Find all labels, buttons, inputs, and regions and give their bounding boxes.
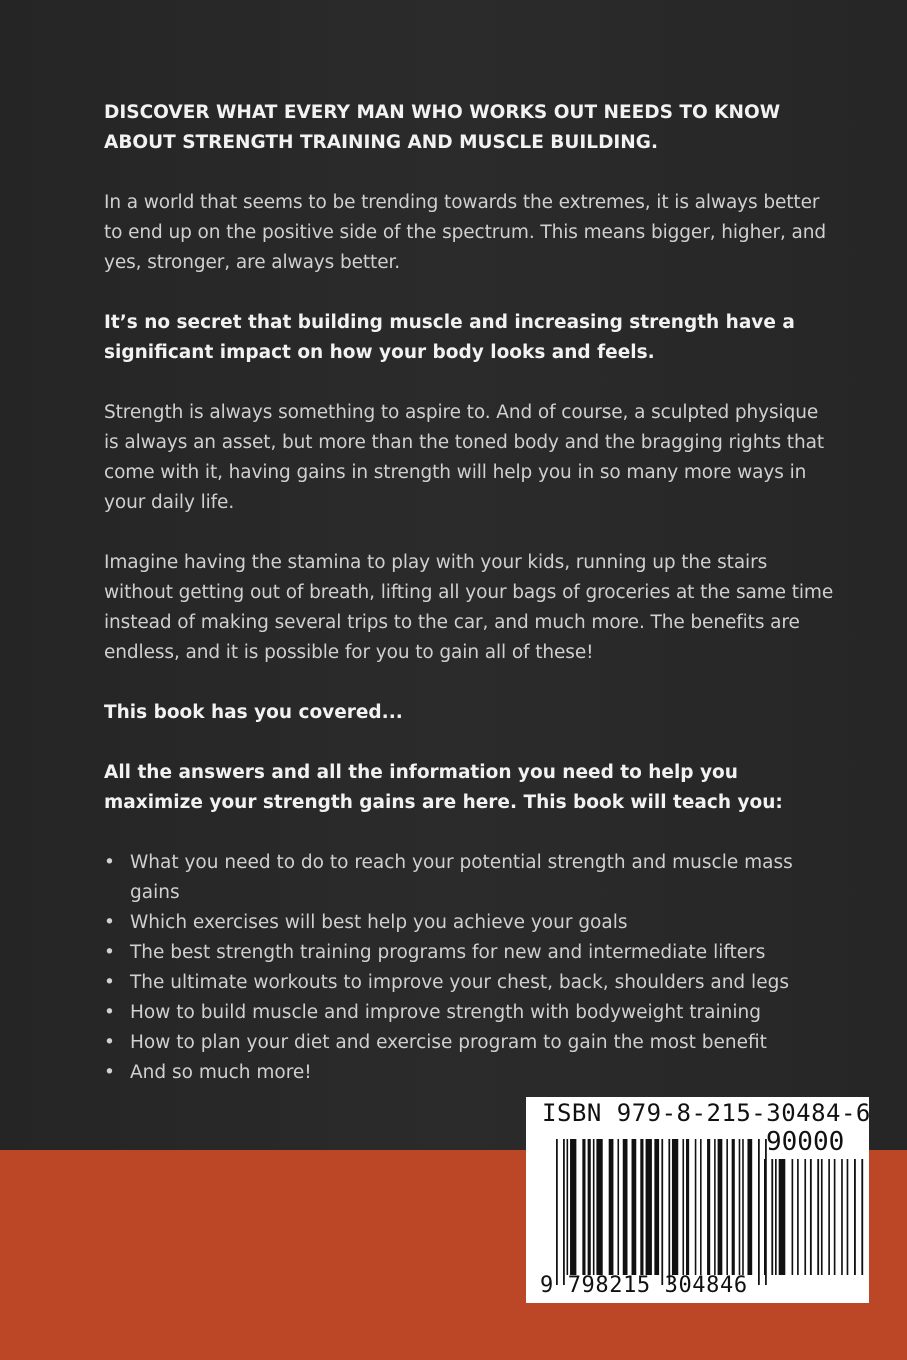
- ean-digits: 9 798215 304846: [540, 1273, 748, 1298]
- benefit-item: • The best strength training programs for new and intermediate lifters: [104, 938, 834, 968]
- blurb-callout: It’s no secret that building muscle and increasing strength have a significant impact on how your body looks and feels.: [104, 312, 795, 363]
- benefit-item: • Which exercises will best help you achieve your goals: [104, 908, 834, 938]
- benefit-item: • How to plan your diet and exercise program to gain the most benefit: [104, 1028, 834, 1058]
- isbn-barcode: [526, 1097, 869, 1303]
- blurb-heading: DISCOVER WHAT EVERY MAN WHO WORKS OUT NEEDS TO KNOW ABOUT STRENGTH TRAINING AND MUSCLE BUILDING.: [104, 102, 781, 153]
- blurb-paragraph: In a world that seems to be trending towards the extremes, it is always better to end up on the positive side of the spectrum. This means bigger, higher, and yes, stronger, are always better.: [104, 192, 827, 273]
- blurb-paragraph: Strength is always something to aspire to. And of course, a sculpted physique is always an asset, but more than the toned body and the bragging rights that come with it, having gains in strength will help you in so many more ways in your daily life.: [104, 402, 824, 513]
- price-code: 90000: [766, 1127, 845, 1157]
- blurb-column: [104, 98, 834, 1088]
- benefit-item: • And so much more!: [104, 1058, 834, 1088]
- benefit-list: [104, 848, 834, 1088]
- isbn-label: ISBN 979-8-215-30484-6: [542, 1099, 871, 1127]
- blurb-callout: All the answers and all the information you need to help you maximize your strength gains are here. This book will teach you:: [104, 762, 783, 813]
- blurb-paragraph: Imagine having the stamina to play with your kids, running up the stairs without getting out of breath, lifting all your bags of groceries at the same time instead of making several trips to the car, and much more. The benefits are endless, and it is possible for you to gain all of these!: [104, 552, 834, 663]
- benefit-item: • The ultimate workouts to improve your chest, back, shoulders and legs: [104, 968, 834, 998]
- benefit-item: • How to build muscle and improve strength with bodyweight training: [104, 998, 834, 1028]
- blurb-callout: This book has you covered...: [104, 702, 403, 723]
- benefit-item: • What you need to do to reach your potential strength and muscle mass gains: [104, 848, 834, 908]
